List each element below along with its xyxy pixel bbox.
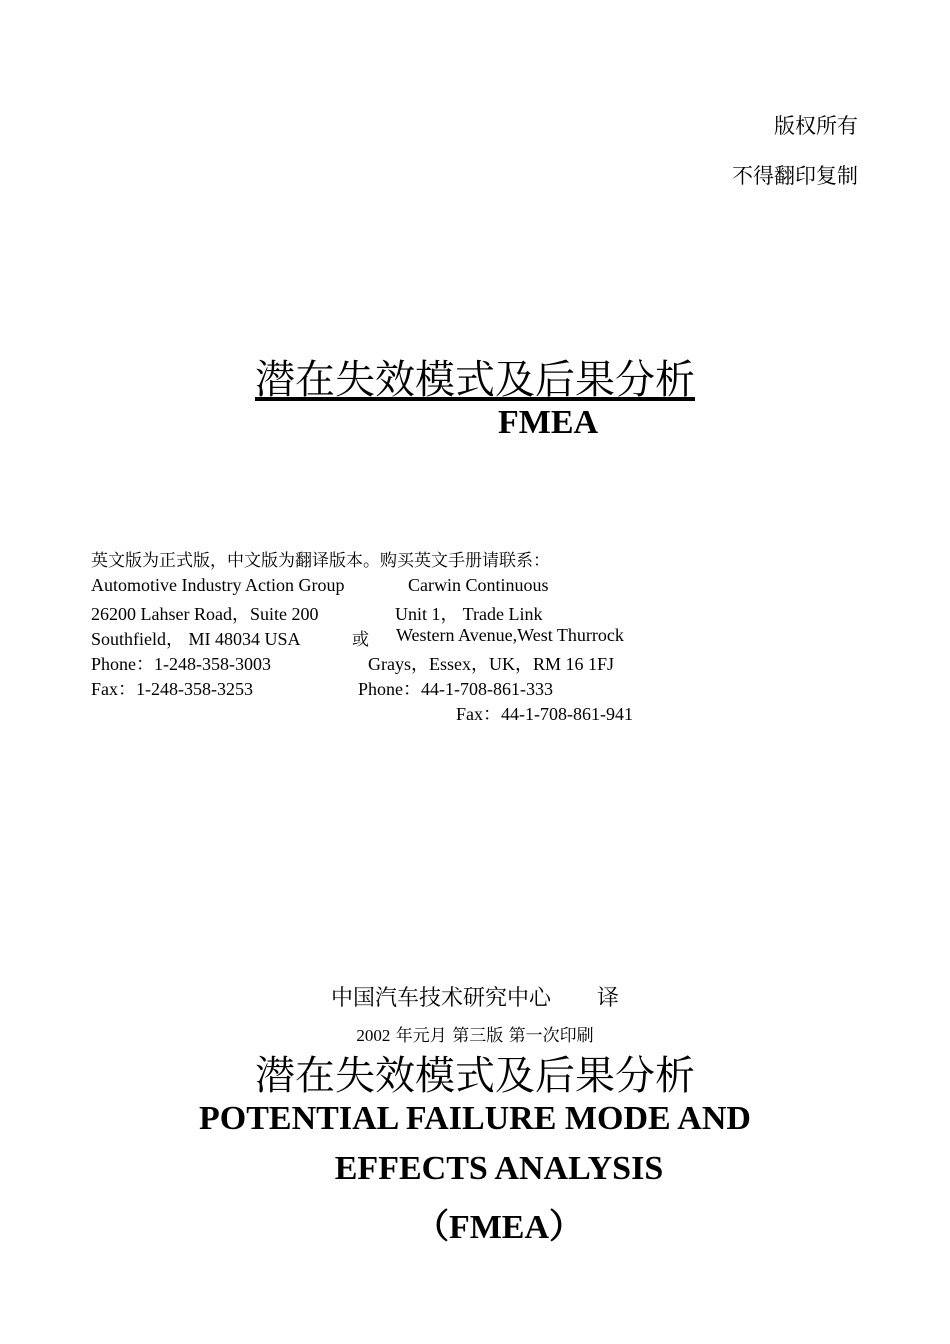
edition-year: 2002 [356,1026,391,1045]
secondary-title-cn: 潜在失效模式及后果分析 [255,1053,695,1099]
contact-right-line: Western Avenue,West Thurrock [396,625,624,645]
english-title-line1: POTENTIAL FAILURE MODE AND [199,1100,751,1137]
main-title-abbreviation: FMEA [498,404,599,441]
contact-left-line: Fax：1-248-358-3253 [91,679,253,699]
contact-right-line: Carwin Continuous [408,575,549,595]
no-reproduction-notice: 不得翻印复制 [732,164,858,188]
contact-right-line: Phone：44-1-708-861-333 [358,679,553,699]
contact-left-line: Automotive Industry Action Group [91,575,345,595]
contact-right-line: Fax：44-1-708-861-941 [456,704,633,724]
english-title-line2: EFFECTS ANALYSIS [334,1150,664,1187]
contact-left-line: Phone：1-248-358-3003 [91,654,271,674]
edition-info [0,1021,950,1046]
english-title-line3: （FMEA） [414,1209,584,1246]
main-title: 潜在失效模式及后果分析 [255,357,695,403]
edition-details: 年元月 第三版 第一次印刷 [395,1026,594,1046]
translator-org: 中国汽车技术研究中心 [330,986,551,1011]
contact-left-line: Southfield， MI 48034 USA [91,629,301,649]
copyright-notice: 版权所有 [774,114,858,138]
contact-right-line: Unit 1， Trade Link [395,604,543,624]
translator-credit [0,981,950,1012]
contact-or-separator: 或 [352,630,369,650]
contact-right-line: Grays，Essex，UK，RM 16 1FJ [368,654,615,674]
translator-role: 译 [597,986,620,1011]
contact-left-line: 26200 Lahser Road，Suite 200 [91,604,319,624]
contact-intro: 英文版为正式版，中文版为翻译版本。购买英文手册请联系： [91,551,550,571]
